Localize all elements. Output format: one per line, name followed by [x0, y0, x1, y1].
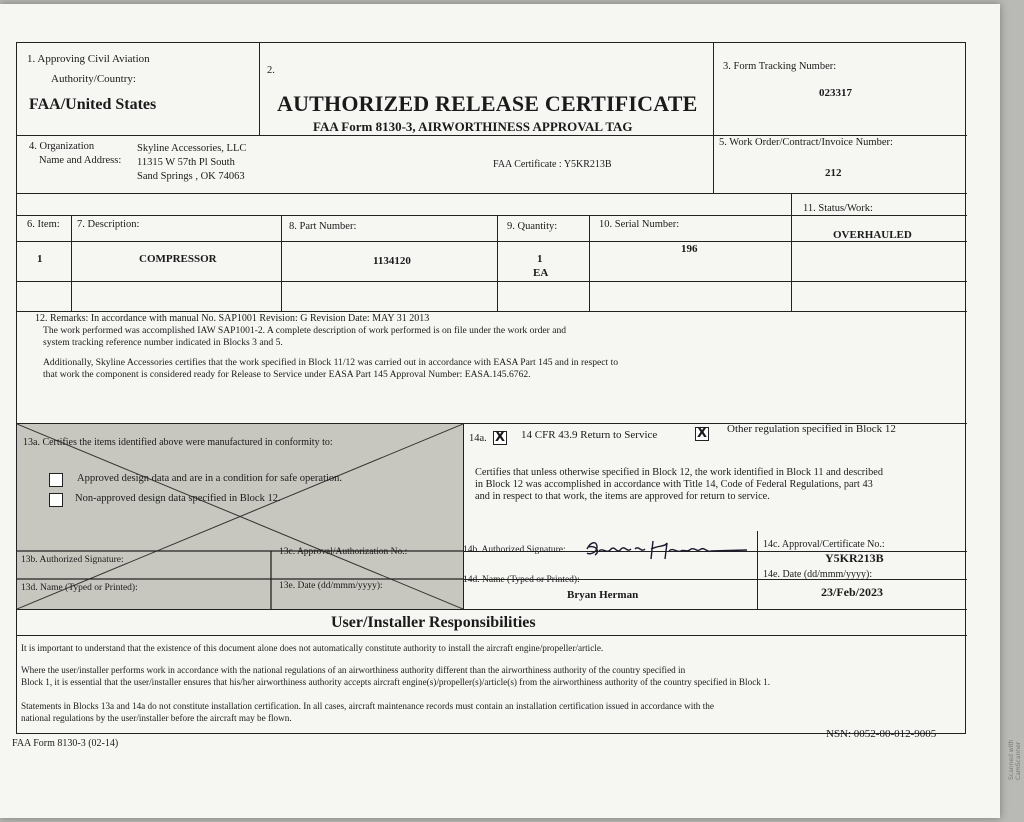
approving-authority: FAA/United States	[29, 96, 157, 113]
approved-design-checkbox[interactable]	[49, 473, 63, 487]
block1-label-2: Authority/Country:	[51, 73, 136, 85]
certificate-form	[16, 42, 966, 734]
block13c-label: 13c. Approval/Authorization No.:	[279, 547, 408, 557]
responsibilities-paragraph-2b: Block 1, it is essential that the user/installer ensures that his/her airworthiness authority accepts aircraft engine(s)/propeller(s)/article(s) from the airworthiness authority of the country specified in Block 1.	[21, 677, 771, 687]
rule	[713, 43, 714, 193]
block13b-label: 13b. Authorized Signature:	[21, 555, 124, 565]
responsibilities-title: User/Installer Responsibilities	[331, 614, 536, 631]
block14a-label: 14a.	[469, 433, 487, 444]
document-page	[0, 4, 1000, 818]
row-serial-number: 196	[681, 243, 698, 255]
row-description: COMPRESSOR	[139, 253, 217, 265]
header-description: 7. Description:	[77, 219, 140, 230]
remarks-line-3: system tracking reference number indicated in Blocks 3 and 5.	[43, 337, 283, 348]
rule	[71, 215, 72, 311]
block5-label: 5. Work Order/Contract/Invoice Number:	[719, 137, 893, 148]
non-approved-design-checkbox[interactable]	[49, 493, 63, 507]
rule	[17, 609, 967, 610]
block14e-label: 14e. Date (dd/mmm/yyyy):	[763, 569, 873, 580]
release-date: 23/Feb/2023	[821, 585, 883, 599]
scanner-watermark: Scanned with CamScanner	[1008, 739, 1022, 780]
responsibilities-paragraph-2a: Where the user/installer performs work in accordance with the national regulations of an airworthiness authority different than the airworthiness authority of the country specified in	[21, 665, 686, 675]
row-quantity: 1	[537, 253, 543, 265]
remarks-line-2: The work performed was accomplished IAW SAP1001-2. A complete description of work performed is on file under the work order and	[43, 325, 567, 336]
document-title: AUTHORIZED RELEASE CERTIFICATE	[277, 91, 698, 116]
org-name: Skyline Accessories, LLC	[137, 143, 247, 154]
approval-certificate-number: Y5KR213B	[825, 551, 884, 565]
header-quantity: 9. Quantity:	[507, 221, 558, 232]
approved-design-option: Approved design data and are in a condition for safe operation.	[77, 473, 343, 484]
header-serial-number: 10. Serial Number:	[599, 219, 680, 230]
document-subtitle: FAA Form 8130-3, AIRWORTHINESS APPROVAL TAG	[313, 119, 633, 134]
work-order-number: 212	[825, 167, 842, 179]
responsibilities-paragraph-3a: Statements in Blocks 13a and 14a do not constitute installation certification. In all cases, aircraft maintenance records must contain an installation certification issued in accordance with the	[21, 701, 714, 711]
block14-statement: Certifies that unless otherwise specified in Block 12, the work identified in Block 11 and described in Block 12 was accomplished in accordance with Title 14, Code of Federal Regulations, part 43 and in respect to that work, the items are approved for return to service.	[475, 467, 883, 502]
faa-certificate: FAA Certificate : Y5KR213B	[493, 159, 612, 170]
block1-label: 1. Approving Civil Aviation	[27, 53, 150, 65]
remarks-line-1: 12. Remarks: In accordance with manual No. SAP1001 Revision: G Revision Date: MAY 31 2013	[35, 313, 430, 324]
other-regulation-option: Other regulation specified in Block 12	[727, 423, 896, 435]
remarks-line-4: Additionally, Skyline Accessories certifies that the work specified in Block 11/12 was carried out in accordance with EASA Part 145 and in respect to	[43, 357, 619, 368]
other-regulation-checkbox[interactable]: X	[696, 426, 708, 441]
rule	[589, 215, 590, 311]
row-unit: EA	[533, 267, 549, 279]
rule	[17, 193, 967, 194]
rule	[281, 215, 282, 311]
cfr-43-9-option: 14 CFR 43.9 Return to Service	[521, 429, 658, 441]
block13a-label: 13a. Certifies the items identified above were manufactured in conformity to:	[23, 437, 333, 448]
header-item: 6. Item:	[27, 219, 60, 230]
rule	[17, 635, 967, 636]
remarks-line-5: that work the component is considered ready for Release to Service under EASA Part 145 Approval Number: EASA.145.6762.	[43, 369, 531, 380]
signatory-name: Bryan Herman	[567, 589, 639, 601]
non-approved-design-option: Non-approved design data specified in Block 12.	[75, 493, 281, 504]
org-city: Sand Springs , OK 74063	[137, 171, 245, 182]
block14d-label: 14d. Name (Typed or Printed):	[463, 575, 580, 585]
header-status-work: 11. Status/Work:	[803, 203, 873, 214]
header-part-number: 8. Part Number:	[289, 221, 357, 232]
rule	[791, 193, 792, 311]
rule	[259, 43, 260, 135]
rule	[497, 215, 498, 311]
rule	[757, 531, 758, 609]
block4-label-2: Name and Address:	[39, 155, 122, 166]
block2-label: 2.	[267, 65, 275, 76]
org-street: 11315 W 57th Pl South	[137, 157, 235, 168]
row-part-number: 1134120	[373, 255, 411, 267]
block13d-label: 13d. Name (Typed or Printed):	[21, 583, 138, 593]
responsibilities-paragraph-1: It is important to understand that the existence of this document alone does not automatically constitute authority to install the aircraft engine/propeller/article.	[21, 643, 604, 653]
block14b-label: 14b. Authorized Signature:	[463, 545, 566, 555]
block14c-label: 14c. Approval/Certificate No.:	[763, 539, 885, 550]
block13-cross-lines	[17, 424, 463, 609]
row-item: 1	[37, 253, 43, 265]
rule	[17, 241, 967, 242]
block4-label: 4. Organization	[29, 141, 95, 152]
form-id: FAA Form 8130-3 (02-14)	[12, 738, 119, 749]
rule	[17, 281, 967, 282]
block3-label: 3. Form Tracking Number:	[723, 61, 837, 72]
row-status: OVERHAULED	[833, 229, 912, 241]
responsibilities-paragraph-3b: national regulations by the user/installer before the aircraft may be flown.	[21, 713, 292, 723]
nsn-number: NSN: 0052-00-012-9005	[826, 728, 937, 740]
cfr-43-9-checkbox[interactable]: X	[494, 430, 506, 445]
block13e-label: 13e. Date (dd/mmm/yyyy):	[279, 581, 383, 591]
signature-mark	[583, 535, 753, 569]
form-tracking-number: 023317	[819, 87, 852, 99]
